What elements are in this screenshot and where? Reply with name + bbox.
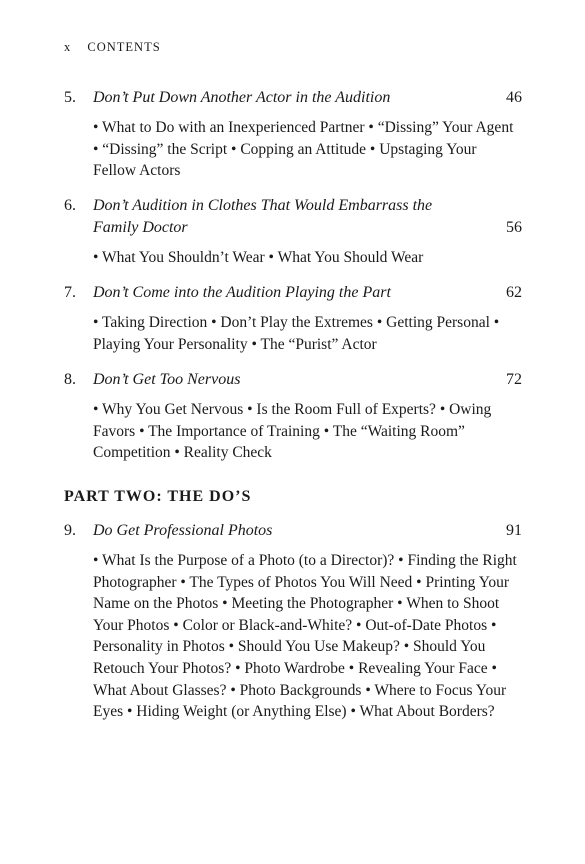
toc-entry-5 bbox=[64, 87, 522, 182]
chapter-topics: • What Is the Purpose of a Photo (to a Director)? • Finding the Right Photographer • The Types of Photos You Will Need • Printing Your Name on the Photos • Meeting the Photographer • When to Shoot Your Photos • Color or Black-and-White? • Out-of-Date Photos • Personality in Photos • Should You Use Makeup? • Should You Retouch Your Photos? • Photo Wardrobe • Revealing Your Face • What About Glasses? • Photo Backgrounds • Where to Focus Your Eyes • Hiding Weight (or Anything Else) • What About Borders? bbox=[93, 552, 517, 721]
entry-heading bbox=[64, 520, 522, 542]
chapter-title: Don’t Audition in Clothes That Would Embarrass the Family Doctor bbox=[93, 197, 433, 236]
page-number: 46 bbox=[506, 89, 522, 106]
chapter-number: 7. bbox=[64, 284, 76, 301]
chapter-topics: • What You Shouldn’t Wear • What You Should Wear bbox=[93, 249, 424, 266]
chapter-number: 6. bbox=[64, 197, 76, 214]
entry-heading bbox=[64, 369, 522, 391]
chapter-topics: • Taking Direction • Don’t Play the Extremes • Getting Personal • Playing Your Personality • The “Purist” Actor bbox=[93, 314, 500, 353]
running-head-label: CONTENTS bbox=[87, 40, 161, 54]
chapter-title: Don’t Get Too Nervous bbox=[93, 371, 241, 388]
toc-entry-6 bbox=[64, 195, 522, 269]
toc-entry-9 bbox=[64, 520, 522, 723]
toc-entry-7 bbox=[64, 282, 522, 355]
part-heading: PART TWO: THE DO’S bbox=[64, 488, 252, 505]
chapter-number: 8. bbox=[64, 371, 76, 388]
chapter-title: Do Get Professional Photos bbox=[93, 522, 273, 539]
chapter-number: 9. bbox=[64, 522, 76, 539]
page-number: 56 bbox=[506, 219, 522, 236]
page-number: 91 bbox=[506, 522, 522, 539]
chapter-topics: • Why You Get Nervous • Is the Room Full of Experts? • Owing Favors • The Importance of Training • The “Waiting Room” Competition • Reality Check bbox=[93, 401, 492, 462]
running-head bbox=[64, 40, 161, 55]
chapter-title: Don’t Come into the Audition Playing the Part bbox=[93, 284, 391, 301]
chapter-title: Don’t Put Down Another Actor in the Audition bbox=[93, 89, 391, 106]
page-number: 72 bbox=[506, 371, 522, 388]
page-number: 62 bbox=[506, 284, 522, 301]
chapter-number: 5. bbox=[64, 89, 76, 106]
page-folio: x bbox=[64, 40, 72, 54]
chapter-topics: • What to Do with an Inexperienced Partner • “Dissing” Your Agent • “Dissing” the Script • Copping an Attitude • Upstaging Your Fellow Actors bbox=[93, 119, 514, 180]
entry-heading bbox=[64, 282, 522, 304]
toc-entry-8 bbox=[64, 369, 522, 464]
entry-heading bbox=[64, 87, 522, 109]
entry-heading bbox=[64, 195, 522, 239]
